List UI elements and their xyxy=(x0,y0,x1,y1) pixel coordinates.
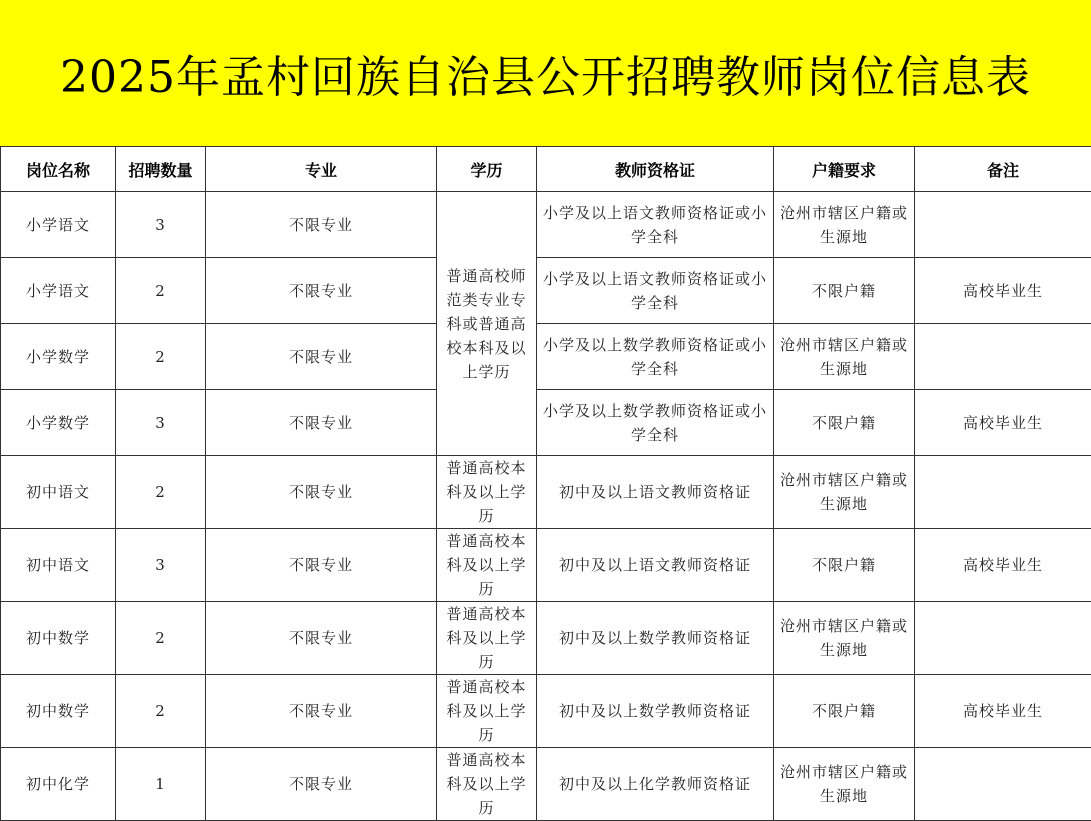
cell-major: 不限专业 xyxy=(206,529,437,602)
cell-position: 初中数学 xyxy=(1,602,116,675)
table-row xyxy=(1,675,1091,748)
recruitment-table xyxy=(0,146,1091,821)
cell-education: 普通高校本科及以上学历 xyxy=(437,675,537,748)
recruitment-table-container xyxy=(0,146,1091,821)
cell-count: 1 xyxy=(116,748,206,821)
cell-position: 小学语文 xyxy=(1,192,116,258)
cell-count: 3 xyxy=(116,529,206,602)
cell-certificate: 小学及以上数学教师资格证或小学全科 xyxy=(537,324,774,390)
cell-certificate: 初中及以上数学教师资格证 xyxy=(537,602,774,675)
cell-major: 不限专业 xyxy=(206,456,437,529)
cell-remark: 高校毕业生 xyxy=(915,529,1091,602)
cell-count: 2 xyxy=(116,602,206,675)
header-hukou: 户籍要求 xyxy=(774,147,915,192)
cell-remark xyxy=(915,192,1091,258)
cell-remark xyxy=(915,324,1091,390)
cell-position: 小学数学 xyxy=(1,390,116,456)
cell-major: 不限专业 xyxy=(206,324,437,390)
table-row xyxy=(1,324,1091,390)
title-banner xyxy=(0,0,1091,146)
cell-hukou: 沧州市辖区户籍或生源地 xyxy=(774,602,915,675)
header-certificate: 教师资格证 xyxy=(537,147,774,192)
cell-position: 初中数学 xyxy=(1,675,116,748)
cell-hukou: 不限户籍 xyxy=(774,529,915,602)
table-row xyxy=(1,192,1091,258)
cell-remark: 高校毕业生 xyxy=(915,258,1091,324)
cell-certificate: 小学及以上语文教师资格证或小学全科 xyxy=(537,192,774,258)
cell-hukou: 沧州市辖区户籍或生源地 xyxy=(774,748,915,821)
cell-remark: 高校毕业生 xyxy=(915,390,1091,456)
cell-certificate: 初中及以上化学教师资格证 xyxy=(537,748,774,821)
cell-position: 初中化学 xyxy=(1,748,116,821)
table-row xyxy=(1,456,1091,529)
cell-certificate: 初中及以上语文教师资格证 xyxy=(537,456,774,529)
cell-count: 2 xyxy=(116,258,206,324)
header-count: 招聘数量 xyxy=(116,147,206,192)
cell-count: 2 xyxy=(116,324,206,390)
cell-count: 3 xyxy=(116,390,206,456)
cell-major: 不限专业 xyxy=(206,675,437,748)
cell-remark: 高校毕业生 xyxy=(915,675,1091,748)
cell-count: 2 xyxy=(116,675,206,748)
header-remark: 备注 xyxy=(915,147,1091,192)
cell-hukou: 沧州市辖区户籍或生源地 xyxy=(774,192,915,258)
cell-position: 小学语文 xyxy=(1,258,116,324)
cell-remark xyxy=(915,602,1091,675)
header-row xyxy=(1,147,1091,192)
cell-certificate: 小学及以上语文教师资格证或小学全科 xyxy=(537,258,774,324)
cell-hukou: 不限户籍 xyxy=(774,390,915,456)
cell-count: 3 xyxy=(116,192,206,258)
cell-remark xyxy=(915,456,1091,529)
cell-position: 小学数学 xyxy=(1,324,116,390)
cell-major: 不限专业 xyxy=(206,602,437,675)
cell-hukou: 不限户籍 xyxy=(774,675,915,748)
cell-education-merged: 普通高校师范类专业专科或普通高校本科及以上学历 xyxy=(437,192,537,456)
cell-hukou: 不限户籍 xyxy=(774,258,915,324)
cell-certificate: 小学及以上数学教师资格证或小学全科 xyxy=(537,390,774,456)
cell-major: 不限专业 xyxy=(206,192,437,258)
table-row xyxy=(1,258,1091,324)
cell-position: 初中语文 xyxy=(1,529,116,602)
cell-position: 初中语文 xyxy=(1,456,116,529)
header-education: 学历 xyxy=(437,147,537,192)
cell-major: 不限专业 xyxy=(206,258,437,324)
table-row xyxy=(1,748,1091,821)
cell-education: 普通高校本科及以上学历 xyxy=(437,529,537,602)
cell-certificate: 初中及以上数学教师资格证 xyxy=(537,675,774,748)
cell-certificate: 初中及以上语文教师资格证 xyxy=(537,529,774,602)
table-row xyxy=(1,602,1091,675)
cell-major: 不限专业 xyxy=(206,390,437,456)
cell-hukou: 沧州市辖区户籍或生源地 xyxy=(774,324,915,390)
table-row xyxy=(1,390,1091,456)
cell-education: 普通高校本科及以上学历 xyxy=(437,456,537,529)
header-position: 岗位名称 xyxy=(1,147,116,192)
header-major: 专业 xyxy=(206,147,437,192)
table-row xyxy=(1,529,1091,602)
cell-education: 普通高校本科及以上学历 xyxy=(437,748,537,821)
cell-major: 不限专业 xyxy=(206,748,437,821)
cell-remark xyxy=(915,748,1091,821)
cell-hukou: 沧州市辖区户籍或生源地 xyxy=(774,456,915,529)
page-title: 2025年孟村回族自治县公开招聘教师岗位信息表 xyxy=(60,41,1031,105)
cell-education: 普通高校本科及以上学历 xyxy=(437,602,537,675)
cell-count: 2 xyxy=(116,456,206,529)
